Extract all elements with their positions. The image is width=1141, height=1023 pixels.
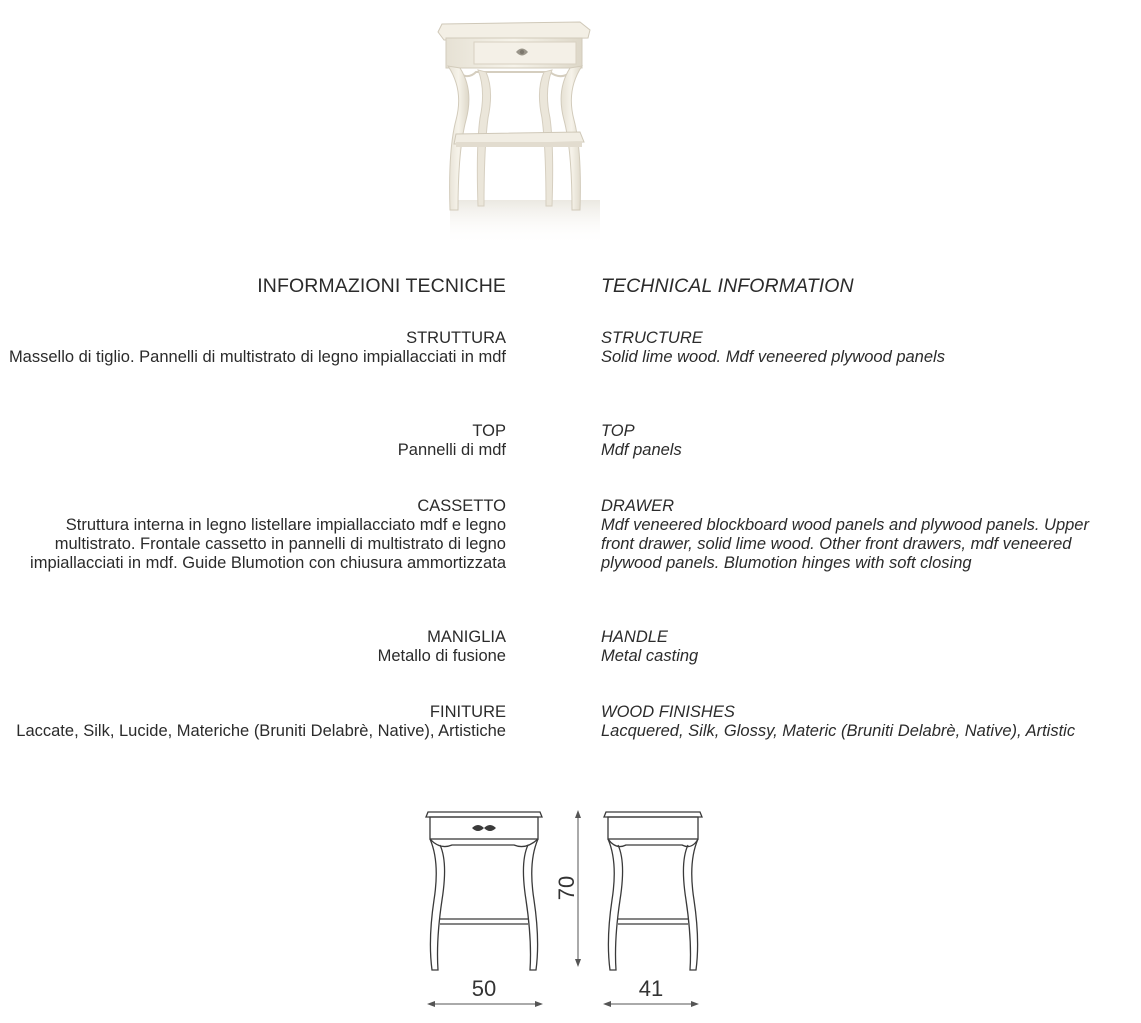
section-structure (601, 329, 1121, 367)
section-label: MANIGLIA (427, 628, 506, 646)
front-view-drawing (426, 812, 542, 970)
heading-informazioni-tecniche: INFORMAZIONI TECNICHE (257, 275, 506, 297)
section-text: Massello di tiglio. Pannelli di multistrato di legno impiallacciati in mdf (8, 348, 506, 366)
section-finiture (6, 703, 506, 741)
product-photo (420, 10, 620, 250)
section-label: FINITURE (429, 703, 506, 721)
width-dimension: 50 (471, 976, 497, 1001)
section-text: Mdf panels (601, 441, 682, 459)
section-struttura (6, 329, 506, 367)
section-label: TOP (601, 422, 635, 440)
section-text: Mdf veneered blockboard wood panels and plywood panels. Upper front drawer, solid lime wood. Other front drawers, mdf veneered plywood panels. Blumotion hinges with soft closing (601, 516, 1089, 572)
heading-technical-information: TECHNICAL INFORMATION (601, 275, 854, 297)
section-cassetto (6, 497, 506, 573)
section-top-en (601, 422, 1121, 460)
section-wood-finishes (601, 703, 1121, 741)
section-label: DRAWER (601, 497, 675, 515)
section-label: CASSETTO (417, 497, 506, 515)
section-text: Pannelli di mdf (397, 441, 506, 459)
section-label: WOOD FINISHES (601, 703, 735, 721)
handle-icon (472, 825, 496, 831)
section-handle (601, 628, 1121, 666)
section-text: Metallo di fusione (377, 647, 506, 665)
section-drawer (601, 497, 1121, 573)
height-dimension: 70 (554, 875, 579, 901)
section-text: Metal casting (601, 647, 699, 665)
section-label: STRUCTURE (601, 329, 703, 347)
section-maniglia (6, 628, 506, 666)
section-label: TOP (472, 422, 506, 440)
section-label: STRUTTURA (406, 329, 506, 347)
section-text: Struttura interna in legno listellare impiallacciato mdf e legno multistrato. Frontale cassetto in pannelli di multistrato di legno impiallacciati in mdf. Guide Blumotion con chiusura ammortizzata (30, 516, 506, 572)
section-label: HANDLE (601, 628, 668, 646)
section-top-it (6, 422, 506, 460)
side-view-drawing (604, 812, 702, 970)
section-text: Solid lime wood. Mdf veneered plywood panels (601, 348, 945, 366)
section-text: Lacquered, Silk, Glossy, Materic (Bruniti Delabrè, Native), Artistic (601, 722, 1076, 740)
depth-dimension: 41 (638, 976, 664, 1001)
technical-drawing (410, 800, 730, 1015)
section-text: Laccate, Silk, Lucide, Materiche (Bruniti Delabrè, Native), Artistiche (16, 722, 506, 740)
